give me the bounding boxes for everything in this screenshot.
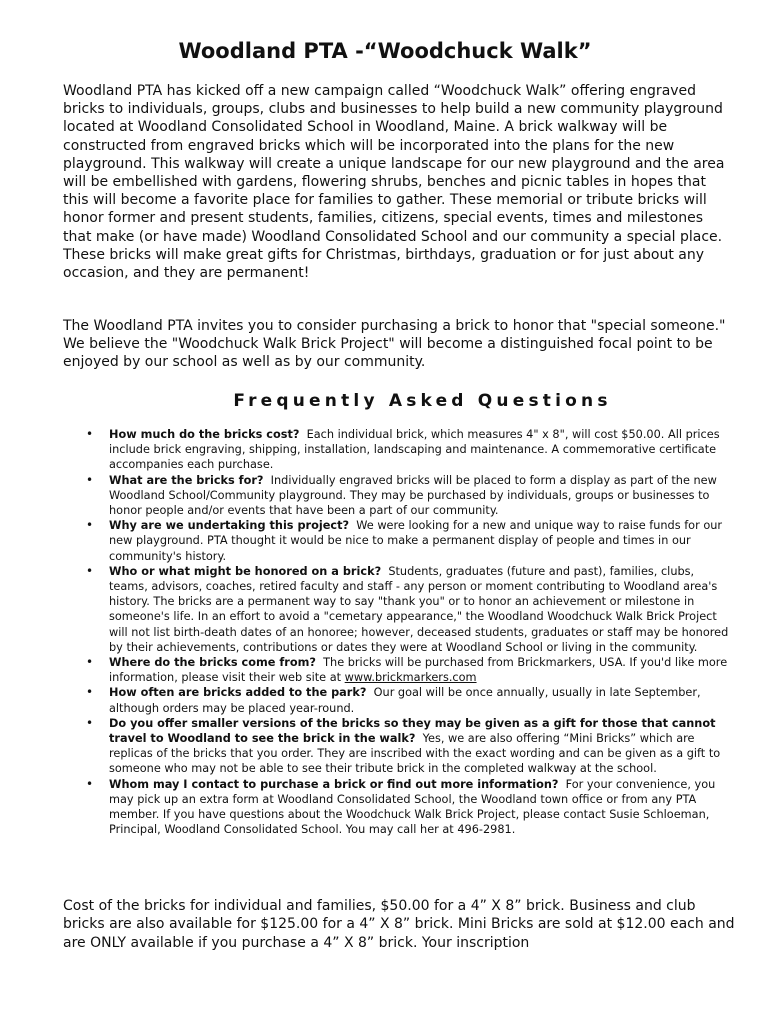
page-title: Woodland PTA -“Woodchuck Walk” xyxy=(178,39,592,63)
faq-item xyxy=(86,427,736,473)
faq-answer: We were looking for a new and unique way to raise funds for our new playground. PTA thought it would be nice to make a permanent display of people and times in our community's history. xyxy=(109,519,723,563)
faq-item xyxy=(86,716,736,777)
faq-item xyxy=(86,777,736,838)
faq-answer: Each individual brick, which measures 4" x 8", will cost $50.00. All prices include brick engraving, shipping, installation, landscaping and maintenance. A commemorative certificate accompanies each purchase. xyxy=(109,428,720,472)
faq-item xyxy=(86,655,736,685)
faq-answer: For your convenience, you may pick up an extra form at Woodland Consolidated School, the Woodland town office or from any PTA member. If you have questions about the Woodchuck Walk Brick Project, please contact Susie Schloeman, Principal, Woodland Consolidated School. You may call her at 496-2981. xyxy=(109,777,716,837)
faq-question: Where do the bricks come from? xyxy=(109,656,316,670)
faq-item xyxy=(86,564,736,655)
faq-answer: Our goal will be once annually, usually in late September, although orders may be placed year-round. xyxy=(109,686,701,715)
faq-answer: Students, graduates (future and past), families, clubs, teams, advisors, coaches, retired faculty and staff - any person or moment contributing to Woodland area's history. The bricks are a permanent way to say "thank you" or to honor an achievement or milestone in someone's life. In an effort to avoid a "cemetary appearance," the Woodland Woodchuck Walk Brick Project will not list birth-death dates of an honoree; however, deceased students, graduates or staff may be honored by their achievements, contributions or dates they were at Woodland School or living in the community. xyxy=(109,564,729,654)
intro-paragraph: Woodland PTA has kicked off a new campaign called “Woodchuck Walk” offering engraved bricks to individuals, groups, clubs and businesses to help build a new community playground located at Woodland Consolidated School in Woodland, Maine. A brick walkway will be constructed from engraved bricks which will be incorporated into the plans for the new playground. This walkway will create a unique landscape for our new playground and the area will be embellished with gardens, flowering shrubs, benches and picnic tables in hopes that this will become a favorite place for families to gather. These memorial or tribute bricks will honor former and present students, families, citizens, special events, times and milestones that make (or have made) Woodland Consolidated School and our community a special place. These bricks will make great gifts for Christmas, birthdays, graduation or for just about any occasion, and they are permanent! xyxy=(63,83,725,282)
faq-question: How much do the bricks cost? xyxy=(109,428,300,441)
faq-answer: The bricks will be purchased from Brickmarkers, USA. If you'd like more information, please visit their web site at xyxy=(109,656,728,685)
faq-question: Why are we undertaking this project? xyxy=(109,519,350,533)
faq-list xyxy=(86,427,736,837)
bullet-icon: • xyxy=(86,427,94,441)
brickmarkers-link[interactable]: www.brickmarkers.com xyxy=(344,671,477,685)
faq-item xyxy=(86,473,736,519)
bullet-icon: • xyxy=(86,685,94,700)
bullet-icon: • xyxy=(86,715,94,730)
faq-question: Who or what might be honored on a brick? xyxy=(109,564,382,578)
faq-question: How often are bricks added to the park? xyxy=(109,686,367,700)
faq-heading: Frequently Asked Questions xyxy=(233,391,612,411)
faq-question: Do you offer smaller versions of the bricks so they may be given as a gift for those that cannot travel to Woodland to see the brick in the walk? xyxy=(109,716,716,746)
faq-question: What are the bricks for? xyxy=(109,473,264,487)
faq-item xyxy=(86,518,736,564)
bullet-icon: • xyxy=(86,518,94,533)
bullet-icon: • xyxy=(86,472,94,487)
invitation-paragraph: The Woodland PTA invites you to consider purchasing a brick to honor that "special someone." We believe the "Woodchuck Walk Brick Project" will become a distinguished focal point to be enjoyed by our school as well as by our community. xyxy=(63,318,726,371)
bullet-icon: • xyxy=(86,655,94,670)
faq-question: Whom may I contact to purchase a brick or find out more information? xyxy=(109,777,559,791)
faq-answer: Yes, we are also offering “Mini Bricks” which are replicas of the bricks that you order. They are inscribed with the exact wording and can be given as a gift to someone who may not be able to see their tribute brick in the completed walkway at the school. xyxy=(109,732,721,776)
faq-answer: Individually engraved bricks will be placed to form a display as part of the new Woodland School/Community playground. They may be purchased by individuals, groups or businesses to honor people and/or events that have been a part of our community. xyxy=(109,473,717,518)
bullet-icon: • xyxy=(86,776,94,791)
cost-paragraph: Cost of the bricks for individual and families, $50.00 for a 4” X 8” brick. Business and club bricks are also available for $125.00 for a 4” X 8” brick. Mini Bricks are sold at $12.00 each and are ONLY available if you purchase a 4” X 8” brick. Your inscription xyxy=(63,898,735,951)
bullet-icon: • xyxy=(86,563,94,578)
faq-item xyxy=(86,685,736,715)
